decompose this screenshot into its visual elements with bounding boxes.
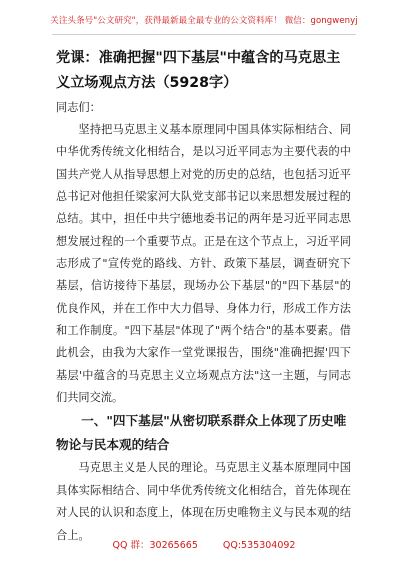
footer-contact (0, 537, 408, 551)
document-title: 党课：准确把握"四下基层"中蕴含的马克思主义立场观点方法（5928字） (56, 50, 341, 91)
header-promo-note: 关注头条号"公文研究"，获得最新最全最专业的公文资料库！ 微信：gongwenyj (50, 16, 358, 26)
section-heading-1: 一、"四下基层"从密切联系群众上体现了历史唯物论与民本观的结合 (56, 413, 347, 453)
header-divider (52, 34, 356, 35)
footer-qq-number: QQ:535304092 (222, 540, 296, 551)
document-body (56, 46, 351, 547)
paragraph-section-1: 马克思主义是人民的理论。马克思主义基本原理同中国具体实际相结合、同中华优秀传统文化相结合，首先体现在对人民的认识和态度上，体现在历史唯物主义与民本观的结合上。 (56, 461, 351, 542)
paragraph-intro: 坚持把马克思主义基本原理同中国具体实际相结合、同中华优秀传统文化相结合，是以习近平同志为主要代表的中国共产党人从指导思想上对党的历史的总结，也包括习近平总书记对他担任梁家河大队党支部书记以来思想发展过程的总结。其中，担任中共宁德地委书记的两年是习近平同志思想发展过程的一个重要节点。正是在这个节点上，习近平同志形成了"宣传党的路线、方针、政策下基层，调查研究下基层，信访接待下基层，现场办公下基层"的"四下基层"的优良作风，并在工作中大力倡导、身体力行，形成工作方法和工作制度。"四下基层"体现了"两个结合"的基本要素。借此机会，由我为大家作一堂党课报告，围绕"准确把握'四下基层'中蕴含的马克思主义立场观点方法"这一主题，与同志们共同交流。 (56, 123, 351, 405)
greeting: 同志们： (56, 101, 101, 114)
footer-qq-group: QQ 群：30265665 (112, 540, 198, 551)
